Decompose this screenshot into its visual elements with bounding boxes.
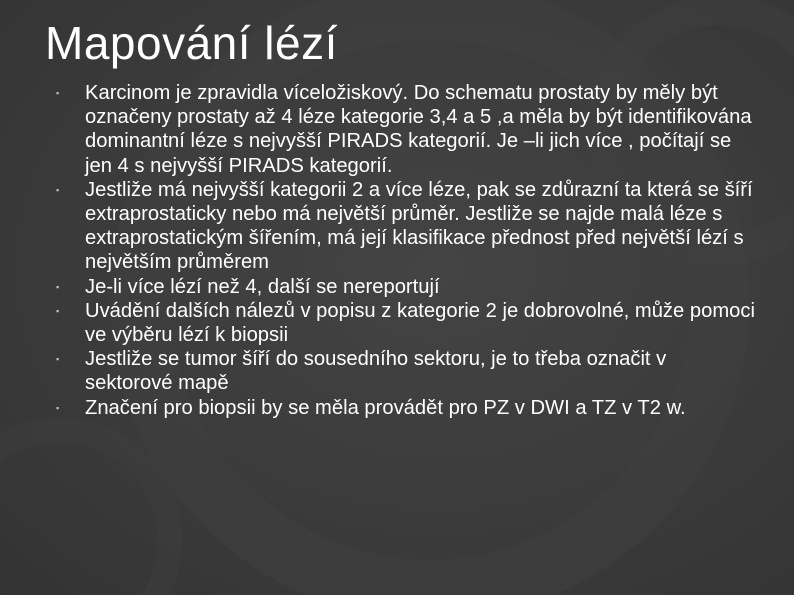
bullet-text: Uvádění dalších nálezů v popisu z kategorie 2 je dobrovolné, může pomoci ve výběru lézí k biopsii (85, 299, 755, 347)
slide-title: Mapování lézí (45, 17, 338, 69)
bullet-item (56, 347, 756, 395)
bullet-text: Jestliže má nejvyšší kategorii 2 a více léze, pak se zdůrazní ta která se šíří extraprostaticky nebo má největší průměr. Jestliže se najde malá léze s extraprostatickým šířením, má její klasifikace přednost před největší lézí s největším průměrem (85, 178, 753, 274)
bullet-marker-icon: ▪ (56, 354, 60, 365)
bullet-marker-icon: ▪ (56, 402, 60, 413)
bullet-text: Jestliže se tumor šíří do sousedního sektoru, je to třeba označit v sektorové mapě (85, 348, 667, 395)
bullet-item (56, 275, 756, 299)
bullet-text: Karcinom je zpravidla víceložiskový. Do schematu prostaty by měly být označeny prostaty až 4 léze kategorie 3,4 a 5 ,a měla by být identifikována dominantní léze s nejvyšší PIRADS kategorií. Je –li jich více , počítají se jen 4 s nejvyšší PIRADS kategorií. (85, 82, 752, 177)
bullet-item (56, 178, 756, 275)
bg-ring-corner (0, 430, 170, 595)
bullet-list (56, 81, 756, 420)
bullet-item (56, 396, 756, 420)
bullet-marker-icon: ▪ (56, 184, 60, 195)
bullet-item (56, 299, 756, 347)
bullet-marker-icon: ▪ (56, 281, 60, 292)
bullet-marker-icon: ▪ (56, 88, 60, 98)
bullet-marker-icon: ▪ (56, 305, 60, 316)
bullet-text: Značení pro biopsii by se měla provádět pro PZ v DWI a TZ v T2 w. (85, 396, 686, 419)
bullet-item (56, 81, 756, 178)
bullet-text: Je-li více lézí než 4, další se nereportují (85, 275, 440, 298)
